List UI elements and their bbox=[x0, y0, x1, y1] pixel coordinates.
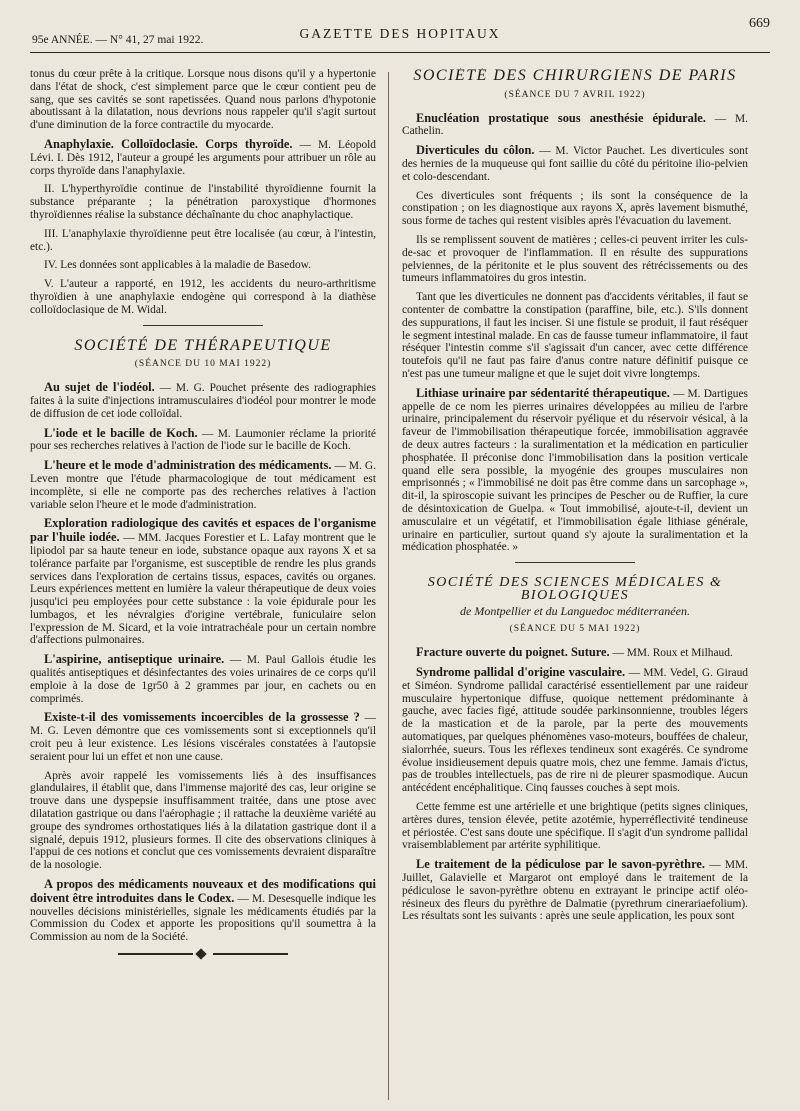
article-lithiase bbox=[402, 387, 748, 554]
paragraph: Tant que les diverticules ne donnent pas d'accidents véritables, il faut se contenter de combattre la constipation (paraffine, bile, etc.). S'ils donnent des suppurations, il faut les inciser. Si une fistule se produit, il faut réséquer le segment intestinal malade. En cas de fausse tumeur inflammatoire, il faut réséquer l'intestin comme s'il s'agissait d'un cancer, avec cette différence toutefois qu'il ne faut pas faire d'anus contre nature définitif puisque ce n'est pas une tumeur maligne et que le sujet doit vivre longtemps. bbox=[402, 291, 748, 380]
article-body: — M. Léopold Lévi. I. Dès 1912, l'auteur a groupé les arguments pour attribuer un rôle au corps thyroïde dans l'anaphylaxie. bbox=[30, 138, 376, 177]
article-body: — M. G. Pouchet présente des radiographies faites à la suite d'injections intramusculaires d'iodéol pour montrer le mode de diffusion de cet iode colloïdal. bbox=[30, 382, 376, 420]
article-body: — M. Victor Pauchet. Les diverticules sont des hernies de la muqueuse qui font saillie du côté du péritoine ilio-pelvien et colo-descendant. bbox=[402, 145, 748, 183]
header-rule bbox=[30, 52, 770, 53]
article-heure bbox=[30, 459, 376, 511]
article-title: A propos des médicaments nouveaux et des modifications qui doivent être introduites dans le Codex. bbox=[30, 877, 376, 905]
section-title: SOCIÉTÉ DES SCIENCES MÉDICALES & BIOLOGIQUES bbox=[427, 575, 723, 603]
paragraph: Ils se remplissent souvent de matières ; celles-ci peuvent irriter les culs-de-sac et provoquer de l'inflammation. Il en résulte des suppurations pelviennes, de la péritonite et le plus souvent des rétrécissements ou des tumeurs inflammatoires du gros intestin. bbox=[402, 233, 748, 285]
section-heading-therapeutique bbox=[30, 336, 376, 372]
article-title: Le traitement de la pédiculose par le savon-pyrèthre. bbox=[416, 857, 705, 872]
article-title: Fracture ouverte du poignet. Suture. bbox=[416, 645, 610, 660]
article-title: L'heure et le mode d'administration des médicaments. bbox=[44, 458, 332, 473]
paragraph: III. L'anaphylaxie thyroïdienne peut être localisée (au cœur, à l'intestin, etc.). bbox=[30, 227, 376, 253]
section-date: (SÉANCE DU 10 MAI 1922) bbox=[134, 359, 272, 370]
paragraph: V. L'auteur a rapporté, en 1912, les accidents du neuro-arthritisme thyroïdien à une anaphylaxie endogène qui correspond à la diathèse colloïdoclasique de M. Widal. bbox=[30, 278, 376, 316]
paragraph: II. L'hyperthyroïdie continue de l'instabilité thyroïdienne fournit la substance préparante ; la pénétration paroxystique d'hormones thyroïdiennes réalise la substance déchaînante du choc anaphylactique. bbox=[30, 183, 376, 221]
article-body: — M. Paul Gallois étudie les qualités antiseptiques et désinfectantes des voies urinaires de ce corps qu'il emploie à la dose de 1gr50 à 2 grammes par jour, en cachets ou en comprimés. bbox=[30, 654, 376, 705]
article-title: Enucléation prostatique sous anesthésie épidurale. bbox=[416, 110, 706, 125]
article-fracture bbox=[402, 646, 748, 660]
section-title: SOCIÉTÉ DES CHIRURGIENS DE PARIS bbox=[413, 68, 737, 84]
article-body: — M. Laumonier réclame la priorité pour ses recherches relatives à l'action de l'iode sur le bacille de Koch. bbox=[30, 427, 376, 453]
section-subtitle: de Montpellier et du Languedoc méditerranéen. bbox=[460, 603, 690, 618]
article-body: — M. G. Leven montre que l'étude pharmacologique de tout médicament est incomplète, si elle ne comporte pas des recherches relatives à l'action variable selon l'heure et le mode d'administration. bbox=[30, 460, 376, 511]
paragraph: Après avoir rappelé les vomissements liés à des insuffisances glandulaires, il établit que, dans l'immense majorité des cas, leur origine se trouve dans une dyspepsie insuffisamment traitée, dans une ptose avec dilatation gastrique ou dans l'aérophagie ; il rattache la deuxième variété au groupe des syndromes orthostatiques liés à la dilatation gastrique dont il a signalé, depuis 1912, plusieurs formes. Il cite des observations cliniques à l'appui de ces notions et conclut que ces vomissements devraient disparaître de la nosologie. bbox=[30, 769, 376, 872]
section-title: SOCIÉTÉ DE THÉRAPEUTIQUE bbox=[74, 336, 332, 354]
page-number: 669 bbox=[749, 16, 770, 31]
section-date: (SÉANCE DU 7 AVRIL 1922) bbox=[504, 89, 646, 100]
article-koch bbox=[30, 427, 376, 454]
section-rule bbox=[515, 562, 635, 563]
article-vomissements bbox=[30, 711, 376, 763]
section-date: (SÉANCE DU 5 MAI 1922) bbox=[509, 624, 641, 635]
article-title: Existe-t-il des vomissements incoercibles de la grossesse ? bbox=[44, 710, 360, 725]
article-enucleation bbox=[402, 112, 748, 139]
article-exploration bbox=[30, 517, 376, 647]
column-divider bbox=[388, 72, 389, 1100]
article-body: — MM. Jacques Forestier et L. Lafay montrent que le lipiodol par sa haute teneur en iode, substance opaque aux rayons X et sa tolérance parfaite par l'organisme, est susceptible de rendre les plus grands services dans l'exploration de certains tissus, espaces, cavités ou organes. Leurs expériences mettent en lumière la valeur thérapeutique de deux voies jusqu'ici peu employées pour cette substance : la voie épidurale pour les lumbagos, et les névralgies d'origine vertébrale, funiculaire selon l'expression de M. Sicard, et la voie intratrachéale pour un certain nombre d'affections pulmonaires. bbox=[30, 532, 376, 647]
article-title: Exploration radiologique des cavités et espaces de l'organisme par l'huile iodée. bbox=[30, 516, 376, 545]
article-body: — M. Cathelin. bbox=[402, 112, 748, 138]
article-body: — MM. Juillet, Galavielle et Margarot ont employé dans le traitement de la pédiculose le savon-pyrèthre obtenu en extrayant le principe actif oléo-résineux des fleurs du pyrèthre de Dalmatie (pyrethrum cinerariaefolium). Les résultats sont les suivants : après une seule application, les poux sont bbox=[402, 859, 748, 923]
article-title: Lithiase urinaire par sédentarité thérapeutique. bbox=[416, 385, 670, 400]
article-body: — M. Dartigues appelle de ce nom les pierres urinaires développées au milieu de l'arbre urinaire, principalement du réservoir pyélique et du réservoir vésical, à la faveur de l'immobilisation thérapeutique forcée, immobilisation aggravée de deux autres facteurs : la suralimentation et la médication en particulier phosphatée. Il préconise donc l'immobilisation dans la position verticale quand elle sera possible, la myogénie des groupes musculaires non emprisonnés ; « l'immobilisé ne doit pas être comme dans un sarcophage », dit-il, la spiroscopie suivant les principes de Pescher ou de Ruffier, la cure de désintoxication de Guelpa. « Tout immobilisé, ajoute-t-il, devient un amusculaire et un végétatif, et l'immobilisation égale lithiase générale, urinaire en particulier, surtout quand s'y ajoute la suralimentation et la médication phosphatée. » bbox=[402, 387, 748, 554]
section-heading-chirurgiens bbox=[402, 70, 748, 102]
article-diverticules bbox=[402, 144, 748, 183]
paragraph: IV. Les données sont applicables à la maladie de Basedow. bbox=[44, 259, 311, 272]
article-iodeol bbox=[30, 381, 376, 420]
paragraph: Ces diverticules sont fréquents ; ils sont la conséquence de la constipation ; on les diagnostique aux rayons X, après lavement bismuthé, sous forme de taches qui restent visibles après l'évacuation du lavement. bbox=[402, 189, 748, 228]
article-anaphylaxie bbox=[30, 138, 376, 177]
left-column bbox=[30, 68, 376, 1108]
section-rule bbox=[143, 325, 263, 326]
article-body: — M. G. Leven démontre que ces vomissements sont si exceptionnels qu'il croit peu à leur existence. Les lésions viscérales constatées à l'autopsie seraient pour lui un effet et non une cause. bbox=[30, 712, 376, 763]
section-heading-montpellier bbox=[402, 577, 748, 636]
article-title: L'iode et le bacille de Koch. bbox=[44, 425, 198, 440]
article-syndrome-pallidal bbox=[402, 666, 748, 795]
article-codex bbox=[30, 878, 376, 944]
article-title: Au sujet de l'iodéol. bbox=[44, 380, 155, 395]
article-pediculose bbox=[402, 858, 748, 923]
issue-line: 95e ANNÉE. — N° 41, 27 mai 1922. bbox=[32, 34, 204, 46]
intro-paragraph: tonus du cœur prête à la critique. Lorsque nous disons qu'il y a hypertonie dans l'état de shock, c'est simplement parce que le cœur contient peu de sang, que ses cavités se sont rapetissées. Quand nous parlons d'hypotonie aboutissant à la dilatation, nous devrions nous rappeler qu'il s'agit surtout d'une diminution de la force contractile du myocarde. bbox=[30, 68, 376, 132]
article-body: — M. Desesquelle indique les nouvelles décisions ministérielles, signale les médicaments étudiés par la Commission du Codex et apporte les propositions qu'il soumettra à la Commission au nom de la Société. bbox=[30, 892, 376, 944]
article-body: — MM. Vedel, G. Giraud et Siméon. Syndrome pallidal caractérisé essentiellement par une raideur musculaire hypertonique diffuse, quoique nettement prédominante à gauche, avec facies figé, attitude soudée parkinsonnienne, troubles légers de la mastication et de la parole, par la perte des mouvements automatiques, par quelques phénomènes vaso-moteurs, bouffées de chaleur, sialorrhée, sueurs. Tous les réflexes tendineux sont exagérés. Ce syndrome évolue insidieusement depuis quatre mois, chez une femme. Jamais d'ictus, pas de troubles intellectuels, pas de rire ni de pleurer spasmodique. Aucun antécédent encéphalitique. Cinq fausses couches à sept mois. bbox=[402, 667, 748, 795]
article-title: L'aspirine, antiseptique urinaire. bbox=[44, 652, 225, 667]
article-title: Syndrome pallidal d'origine vasculaire. bbox=[416, 665, 626, 680]
article-body: — MM. Roux et Milhaud. bbox=[612, 647, 733, 660]
paragraph: Cette femme est une artérielle et une brightique (petits signes cliniques, artères dures, tension élevée, petite azotémie, hyperréflectivité tendineuse et périostée. C'est sans doute une spécifique. Il s'agit d'un syndrome pallidal vraisemblablement par artérite syphilitique. bbox=[402, 801, 748, 852]
article-title: Anaphylaxie. Colloïdoclasie. Corps thyroïde. bbox=[44, 136, 293, 151]
article-title: Diverticules du côlon. bbox=[416, 143, 535, 158]
right-column bbox=[402, 68, 748, 1108]
article-aspirine bbox=[30, 653, 376, 705]
end-ornament bbox=[118, 950, 288, 958]
journal-title: GAZETTE DES HOPITAUX bbox=[299, 26, 501, 41]
